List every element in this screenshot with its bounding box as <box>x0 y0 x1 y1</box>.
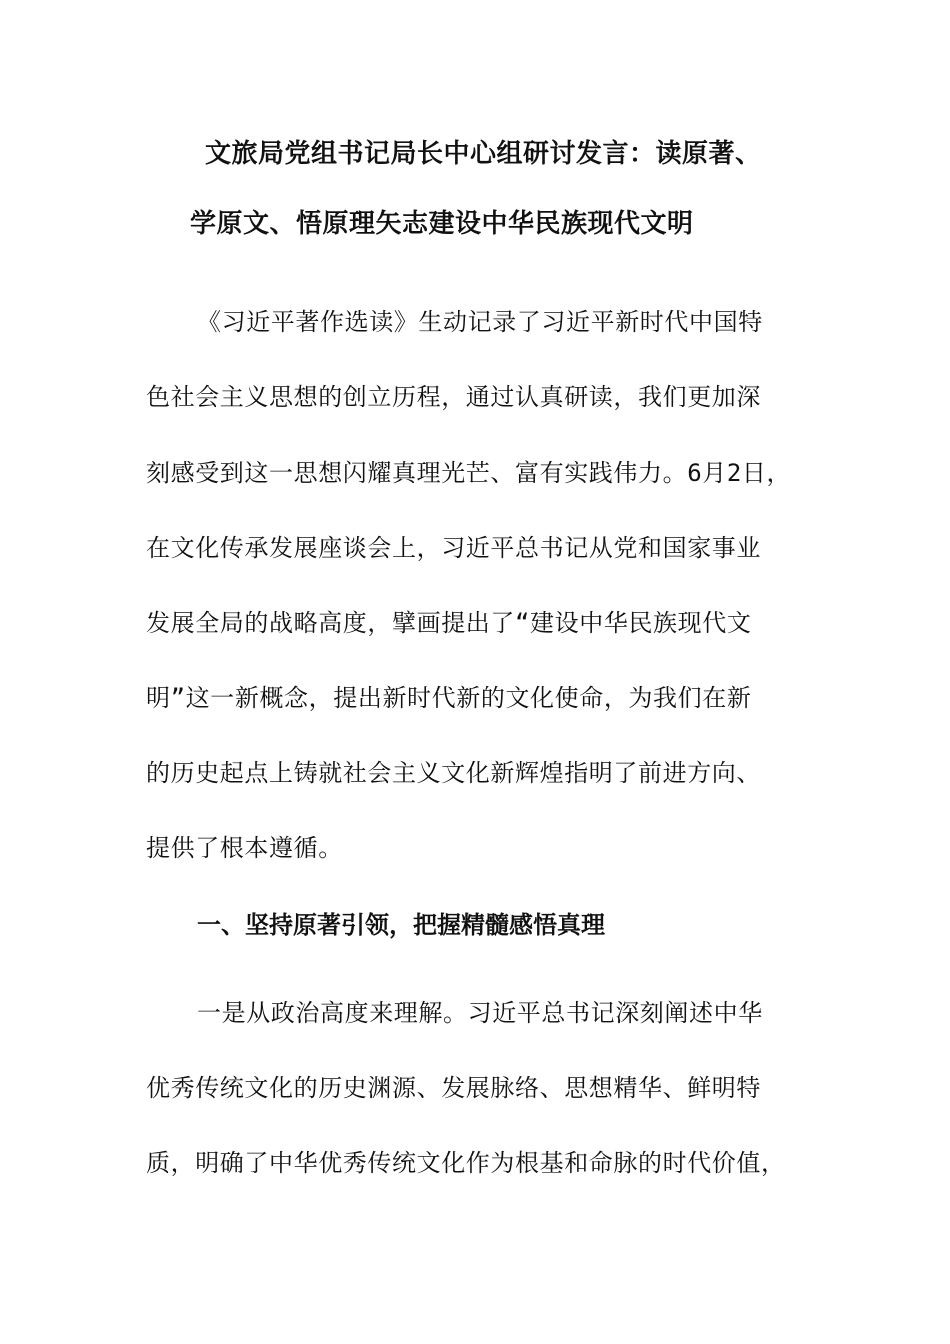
paragraph-line: 提供了根本遵循。 <box>146 834 343 862</box>
paragraph-line: 明”这一新概念，提出新时代新的文化使命，为我们在新 <box>146 684 752 712</box>
section-heading: 一、坚持原著引领，把握精髓感悟真理 <box>197 911 605 939</box>
paragraph-line: 《习近平著作选读》生动记录了习近平新时代中国特 <box>197 308 763 336</box>
paragraph-line: 一是从政治高度来理解。习近平总书记深刻阐述中华 <box>197 999 763 1027</box>
paragraph-line: 发展全局的战略高度，擘画提出了“建设中华民族现代文 <box>146 609 752 637</box>
paragraph-line: 的历史起点上铸就社会主义文化新辉煌指明了前进方向、 <box>146 759 761 787</box>
paragraph-line: 优秀传统文化的历史渊源、发展脉络、思想精华、鲜明特 <box>146 1074 761 1102</box>
paragraph-line: 色社会主义思想的创立历程，通过认真研读，我们更加深 <box>146 383 761 411</box>
title-line-2: 学原文、悟原理矢志建设中华民族现代文明 <box>190 209 694 239</box>
paragraph-line: 质，明确了中华优秀传统文化作为根基和命脉的时代价值， <box>146 1149 786 1177</box>
paragraph-line: 刻感受到这一思想闪耀真理光芒、富有实践伟力。6月2日， <box>146 459 792 487</box>
title-line-1: 文旅局党组书记局长中心组研讨发言：读原著、 <box>205 139 762 169</box>
paragraph-line: 在文化传承发展座谈会上，习近平总书记从党和国家事业 <box>146 534 761 562</box>
